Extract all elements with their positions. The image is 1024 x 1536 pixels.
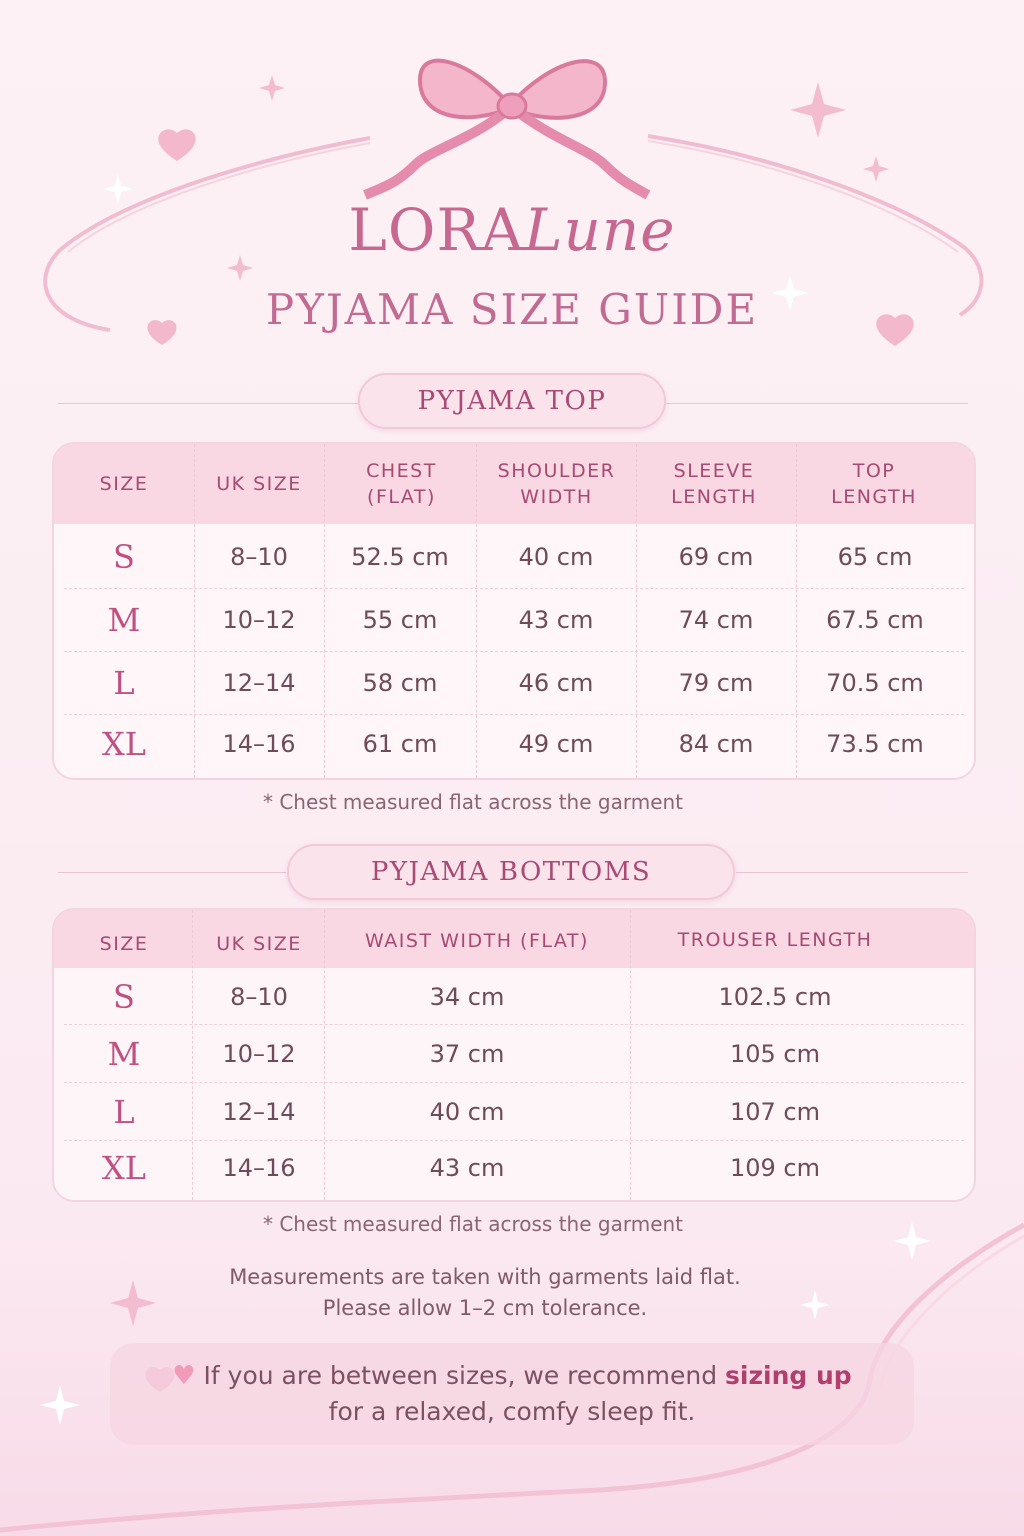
brand-part1: LORA	[348, 196, 525, 264]
table-cell: 10–12	[222, 606, 296, 634]
column-header: WAIST WIDTH (FLAT)	[365, 930, 589, 952]
table-cell: 8–10	[230, 983, 288, 1011]
table-cell: 73.5 cm	[826, 730, 924, 758]
tip-emphasis: sizing up	[725, 1361, 852, 1390]
column-header: SIZE	[99, 933, 149, 955]
info-line-2: Please allow 1–2 cm tolerance.	[322, 1296, 648, 1320]
tip-text: If you are between sizes, we recommend	[203, 1361, 726, 1390]
bottoms-footnote: * Chest measured flat across the garment	[262, 1212, 684, 1236]
table-cell: 34 cm	[429, 983, 505, 1011]
top-footnote: * Chest measured flat across the garment	[262, 790, 684, 814]
brand-logo	[0, 196, 1024, 264]
table-cell: 69 cm	[678, 543, 754, 571]
table-cell: 14–16	[222, 1154, 296, 1182]
column-header: UK SIZE	[216, 473, 302, 495]
divider	[736, 872, 968, 873]
sparkle-icon	[863, 156, 889, 182]
table-cell: 102.5 cm	[718, 983, 832, 1011]
table-cell: 52.5 cm	[351, 543, 449, 571]
section-heading-bottoms: PYJAMA BOTTOMS	[287, 844, 735, 900]
table-cell: 12–14	[222, 1097, 296, 1126]
table-cell: 12–14	[222, 669, 296, 697]
table-cell: 74 cm	[678, 606, 754, 634]
table-cell: 84 cm	[678, 730, 754, 758]
table-cell: 105 cm	[729, 1039, 820, 1068]
size-cell: M	[107, 1034, 141, 1073]
column-header: UK SIZE	[216, 933, 302, 955]
heart-icon: ♥	[172, 1361, 196, 1391]
size-cell: XL	[101, 1149, 147, 1187]
size-cell: S	[113, 538, 135, 576]
divider	[666, 403, 968, 404]
table-cell: 14–16	[222, 730, 296, 758]
sparkle-icon	[259, 75, 285, 101]
sparkle-icon	[790, 82, 846, 138]
table-cell: 43 cm	[518, 606, 594, 634]
measurement-info	[0, 1262, 970, 1324]
divider	[58, 872, 286, 873]
table-cell: 67.5 cm	[826, 606, 924, 634]
size-cell: L	[113, 664, 135, 702]
table-cell: 43 cm	[429, 1154, 505, 1182]
table-cell: 109 cm	[729, 1154, 820, 1182]
table-cell: 40 cm	[518, 543, 594, 571]
table-cell: 61 cm	[362, 730, 438, 758]
table-cell: 65 cm	[837, 543, 913, 571]
brand-part2: Lune	[524, 196, 676, 264]
table-cell: 49 cm	[518, 730, 594, 758]
bottoms-size-table	[52, 908, 976, 1202]
table-cell: 70.5 cm	[826, 669, 924, 697]
table-cell: 46 cm	[518, 669, 594, 697]
size-cell: XL	[101, 725, 147, 763]
table-cell: 58 cm	[362, 669, 438, 697]
table-cell: 40 cm	[429, 1097, 505, 1126]
table-cell: 107 cm	[729, 1097, 820, 1126]
page-title: PYJAMA SIZE GUIDE	[265, 285, 759, 334]
heart-icon	[158, 129, 195, 161]
bow-icon	[365, 61, 648, 195]
table-cell: 37 cm	[429, 1039, 505, 1068]
top-size-table	[52, 442, 976, 780]
column-header: SLEEVE LENGTH	[671, 460, 757, 508]
size-cell: M	[107, 601, 141, 639]
sizing-tip-callout	[110, 1343, 914, 1445]
size-cell: S	[113, 978, 135, 1016]
column-header: TROUSER LENGTH	[677, 929, 873, 951]
column-header: SHOULDER WIDTH	[497, 460, 616, 508]
column-header: CHEST (FLAT)	[366, 460, 437, 508]
table-cell: 79 cm	[678, 669, 754, 697]
column-header: SIZE	[99, 473, 149, 495]
table-cell: 8–10	[230, 543, 288, 571]
table-cell: 10–12	[222, 1039, 296, 1068]
size-cell: L	[113, 1092, 135, 1131]
table-cell: 55 cm	[362, 606, 438, 634]
tip-text-line2: for a relaxed, comfy sleep fit.	[328, 1397, 696, 1426]
info-line-1: Measurements are taken with garments laid flat.	[229, 1265, 741, 1289]
column-header: TOP LENGTH	[831, 460, 917, 508]
section-heading-top: PYJAMA TOP	[358, 373, 666, 429]
sparkle-icon	[40, 1385, 80, 1425]
divider	[58, 403, 358, 404]
